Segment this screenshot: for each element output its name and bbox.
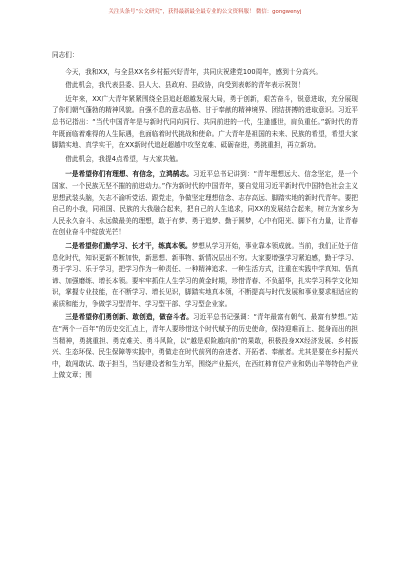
- section-heading: 一是希望你们有理想、有信念，立鸿鹄志。: [65, 170, 194, 179]
- section-text: 梦想从学习开始，事业靠本领成就。当前，我们正处于信息化时代，知识更新不断加快，新思想、新事物、新情况层出不穷。大家要增强学习紧迫感，勤于学习、勇于学习、乐于学习，把学习作为一种责任、一种精神追求、一种生活方式，注重在实践中学真知、悟真谛、加强磨练、增长本领。要牢牢抓住人生学习的黄金时期，珍惜青春、不负韶华，扎实学习科学文化知识，掌握专业技能，在不断学习、增长见识，脚踏实地真本领，不断提高与时代发展和事业要求相适应的素质和能力，争做学习型青年、学习型干部、学习型企业家。: [52, 241, 359, 308]
- section-heading: 二是希望你们勤学习、长才干，练真本领。: [65, 241, 192, 250]
- header-banner: 关注头条号“公文研究”，获得最新最全最专业的公文资料服！ 微信：gongwenyj: [108, 9, 302, 15]
- intro-paragraph: 借此机会，我提4点希望，与大家共勉。: [65, 154, 183, 163]
- document-body: [52, 50, 358, 384]
- section-paragraph: [52, 169, 358, 239]
- section-paragraph: [52, 312, 358, 382]
- intro-paragraph: 今天，我和XX，与全县XX名乡村振兴好青年，共同庆祝建党100周年，感到十分高兴。: [65, 67, 323, 76]
- intro-paragraph: 近年来，XX广大青年紧紧围绕全县追赶超越发展大局，勇于创新，艰苦奋斗，锐意进取，充分展现了你们朝气蓬勃的精神风貌。自强不息的意志品格、甘于奉献的精神境界、团结拼搏的进取意识。习近平总书记指出：“当代中国青年是与新时代同向同行、共同前进的一代，生逢盛世，肩负重任。”新时代的青年既面临着难得的人生际遇，也面临着时代挑战和使命。广大青年是祖国的未来、民族的希望，希望大家脚踏实地、真学实干，在XX新时代追赶超越中攻坚克难、砥砺奋进，勇挑重担，再立新功。: [52, 94, 358, 150]
- section-paragraph: [52, 241, 358, 311]
- section-text: 习近平总书记讲到：“青年理想远大、信念坚定，是一个国家、一个民族无坚不摧的前进动力。”作为新时代的中国青年，要自觉用习近平新时代中国特色社会主义思想武装头脑，矢志不渝听党话、跟党走，争做坚定理想信念、志存高远、脚踏实地的新时代青年。要把自己的小我，同祖国、民族的大我融合起来，把自己的人生追求，同XX的发展结合起来，树立为家乡为人民永久奋斗、永远做最美的理想，敢于有梦、勇于追梦、勤于圆梦，心中有阳光、脚下有力量，让青春在创业奋斗中绽放光芒！: [52, 170, 359, 237]
- salutation: 同志们：: [52, 51, 79, 59]
- intro-paragraph: 借此机会，我代表县委、县人大、县政府、县政协，向受到表彰的青年表示祝贺！: [65, 81, 305, 90]
- section-heading: 三是希望你们勇创新、敢创造，做奋斗者。: [65, 313, 193, 322]
- section-text: 习近平总书记强调：“青年最富有朝气、最富有梦想。”站在“两个一百年”的历史交汇点上，青年人要珍惜这个时代赋予的历史使命，保持迎难而上、挺身而出的担当精神，勇挑重担、勇克难关、勇斗风险，以“越是艰险越向前”的果敢，积极投身XX经济发展、乡村振兴、生态环保、民生保障等实践中，勇做走在时代前列的奋进者、开拓者、奉献者。尤其是要在乡村振兴中，敢闯敢试、敢于担当，当好建设者和生力军，围绕产业振兴，在西红柿育位产业和奶山羊等特色产业上做文章；围: [52, 313, 358, 380]
